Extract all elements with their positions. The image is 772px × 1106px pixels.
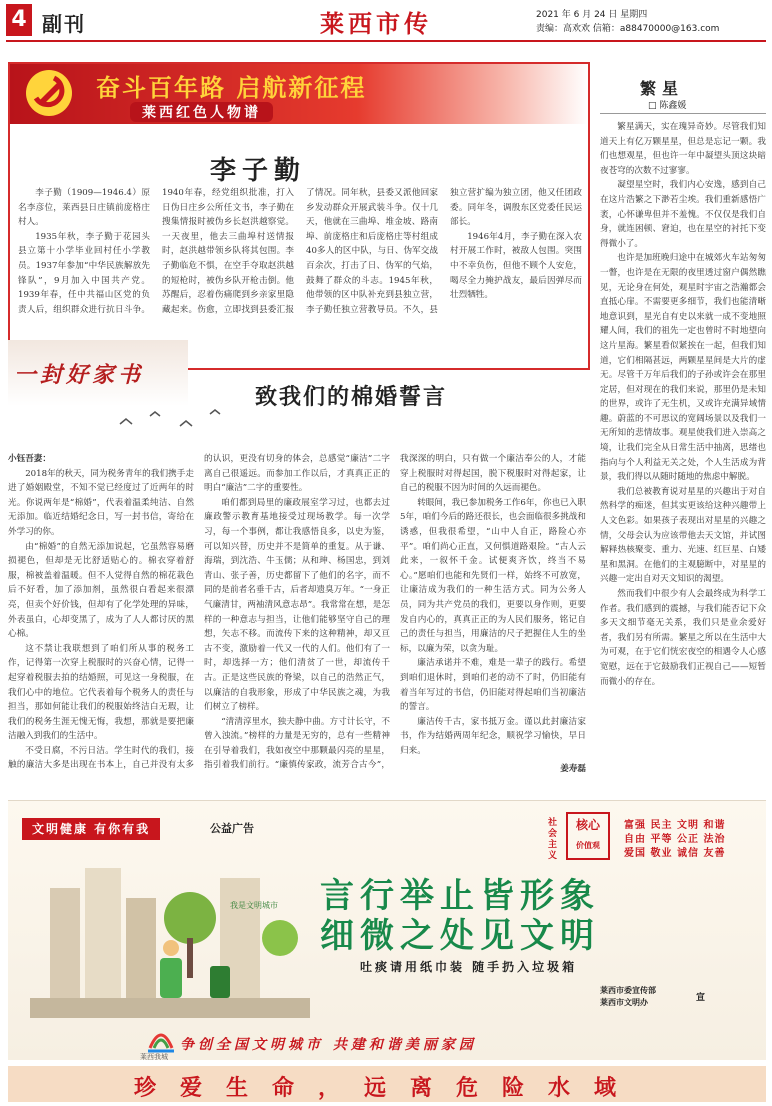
article3-paragraph: 凝望星空时，我们内心安逸，感到自己在这片浩繁之下渺若尘埃。我们重新感悟广袤，心怀谦卑但并不羞愧。不仅仅是我们自身，就连困顿、窘迫，也在星空的衬托下变得微小了。 [600, 180, 766, 249]
birds-decoration-icon [110, 404, 250, 434]
ad-sponsor-suffix: 宣 [696, 993, 706, 1003]
ad-headline-2: 细微之处见文明 [320, 916, 600, 956]
city-illustration-icon [30, 848, 310, 1018]
article1-body [18, 186, 582, 364]
ad-sponsor: 莱西市文明办 [600, 998, 648, 1007]
date-line: 2021 年 6 月 24 日 星期四 [536, 10, 648, 20]
core-values-row: 自由 平等 公正 法治 [624, 834, 726, 845]
core-values-seal-line2: 价值观 [576, 840, 600, 850]
page-number: 4 [6, 4, 32, 36]
ad-headline-1: 言行举止皆形象 [320, 876, 600, 916]
family-letter-logo: 一封好家书 [14, 362, 145, 388]
article1-paragraph: 1935年秋，李子勤于花园头县立第十小学毕业回村任小学教员。1937年参加“中华民族解放先锋队”，9月加入中国共产党。1939年春，任中共福山区党的负责人后，组织群众进行抗日斗争。1940年春，经党组织批准，打入日伪日庄乡公所任文书，李子勤在搜集情报时被伪乡长赵洪越察觉。一天夜里，他去三曲埠村送情报时，赵洪越带领乡队将其包围。李子勤临危不惧，在空手夺取赵洪越的短枪时，被伪乡队开枪击倒。他苏醒后，忍着伤痛爬到乡亲家里隐藏起来。伤愈，立即找到县委汇报了情况。同年秋，县委又派他回家乡发动群众开展武装斗争。仅十几天，他就在三曲埠、堆金坡、路南埠、前庞格庄和后庞格庄等村组成40多人的区中队，与日、伪军交战百余次，打击了日、伪军的气焰，鼓舞了群众的斗志。1945年秋，他带领的区中队补充到县独立营，李子勤任独立营教导员。不久，县独立营扩编为独立团，他又任团政委。同年冬，调殷东区党委任民运部长。 [18, 188, 582, 315]
banner-series: 莱西红色人物谱 [130, 102, 273, 122]
article1-paragraph: 李子勤（1909—1946.4）原名李彦位，莱西县日庄镇前庞格庄村人。 [18, 188, 150, 228]
article3-paragraph: 繁星满天，实在瑰异奇妙。尽管我们知道天上有亿万颗星星，但总是忘记一颗。我们也想观星，但也许一年中凝望头顶这块暗夜苍穹的次数不过寥寥。 [600, 122, 766, 176]
core-values-seal [566, 812, 610, 860]
ad-sponsor: 莱西市委宣传部 [600, 986, 656, 995]
article3-paragraph: 然而我们中很少有人会最终成为科学工作者。我们感到的震撼，与我们能否记下众多天文细节毫无关系，我们只是业余爱好者，我们另有所需。繁星之所以在生活中大为可观，在于它们恍宏夜空的相遇令人心感宽慰，远在于它鼓励我们正视自己——短暂而微小的存在。 [600, 589, 766, 687]
letter-signature: 姜寿磊 [560, 764, 586, 775]
banner-slogan: 奋斗百年路 启航新征程 [96, 74, 367, 102]
article2-paragraph: “清清淳里水，独夫静中曲。方寸计长守，不曾入浊流。”榜样的力量是无穷的，总有一些精神在引导着我们，我如夜空中那颗最闪亮的星星，指引着我们前行。“廉慎传家政，流芳合古今”，我深深的明白，只有做一个廉洁奉公的人，才能穿上税服时对得起国，脱下税服时对得起家，让自己的税服不因为时间的久远而褪色。 [204, 454, 586, 771]
editor-line: 责编：高欢欢 信箱：a88470000@163.com [536, 24, 720, 34]
article3-paragraph: 也许是加班晚归途中在城郊火车站匆匆一瞥，也许是在无限的夜里透过窗户偶然瞧见，无论身在何处，观星时宇宙之浩瀚都会直抵心扉。不需要更多细节，我们也能清晰地意识到，星光自有史以来就一成不变地照耀人间，我们的祖先一定也曾时不时地望向这片星海。繁星看似紧挨在一起，但我们知道，它们相隔甚远，两颗星星间是大片的虚无。尽管千万年后我们的子孙或许会在那里定居，但对现在的我们来说，那里仍是未知的世界，或许了无生机，又或许充满异域情趣。蔚蓝的不可思议的宽阔场景以及我们一无所知的悲情故事。观星使我们进入崇高之境，让我们完全从日常生活中抽离，思绪也指向与个人利益无关之处，个人生活成为背景，我们得以从随时随地的焦虑中解脱。 [600, 253, 766, 483]
ad-tag: 文明健康 有你有我 [22, 818, 160, 840]
article3-rule [600, 113, 766, 114]
core-values-row: 富强 民主 文明 和谐 [624, 820, 726, 831]
article3-author: □ 陈鑫媛 [648, 101, 687, 111]
article2-paragraph: 由“棉婚”的自然无添加说起，它虽然容易磨损褪色，但却是无比舒适贴心的。棉衣穿着舒服，棉被盖着温暖。但不人觉得自然的棉花栽色后不好看，加了添加剂，虽然很白看起来很漂亮，但卖个好价钱，但却有了化学处理的异味，外表虽白，心却变黑了，成为了人人都讨厌的黑心棉。 [8, 541, 194, 640]
article2-title: 致我们的棉婚誓言 [255, 385, 448, 410]
article2-paragraph: 这不禁让我联想到了咱们所从事的税务工作，记得第一次穿上税服时的兴奋心情，记得一起穿着税服去拍的结婚照，可见这一身税服，在我们心中的地位。它代表着每个税务人的责任与担当，那如何能让我们的税服始终洁白无瑕，让我们的税务生涯无愧无悔，我想，那就是要把廉洁融入到我们的生活中。 [8, 643, 194, 742]
city-logo-icon [144, 1018, 178, 1056]
core-values-seal-line1: 核心 [575, 818, 600, 832]
masthead: 莱西市传 [320, 9, 432, 38]
section-name: 副刊 [42, 12, 86, 36]
article3-title: 繁星 [640, 79, 685, 98]
party-emblem-icon [24, 68, 74, 118]
footer-slogan: 珍爱生命，远离危险水域 [133, 1075, 640, 1101]
article2-paragraph: 不受日腐，不污日洁。学生时代的我们，接触的廉洁大多是出现在书本上，自己并没有太多的认识，更没有切身的体会，总感觉“廉洁”二字离自己很遥远。而参加工作以后，才真真正正的明白“廉洁”二字的重要性。 [8, 454, 390, 771]
city-logo-text: 莱西我城 [140, 1053, 168, 1061]
header-rule [6, 40, 766, 42]
core-values-row: 爱国 敬业 诚信 友善 [624, 848, 726, 859]
article2-paragraph: 转眼间，我已参加税务工作6年，你也已入职5年，咱们今后的路还很长，也会面临很多挑战和诱惑，但我很希望，“山中人自正，路险心亦平”。咱们尚心正直，又何惧道路艰险。“古人云此来，一叙怀千金。试便爽齐饮，终当不易心。”愿咱们也能和先贤们一样，始终不可放宽，让廉洁成为我们的一种生活方式。同为公务人员，同为共产党员的我们，更要以身作则，更要发自内心的，真真正正的为人民们服务，铭记自己的责任与担当，用廉洁的尺子把握住人生的坐标，以廉为荣，以贪为耻。 [400, 497, 586, 654]
ad-tagline: 争创全国文明城市 共建和谐美丽家园 [180, 1037, 477, 1053]
ad-subline: 吐痰请用纸巾装 随手扔入垃圾箱 [360, 960, 578, 974]
article1-title: 李子勤 [210, 156, 307, 186]
article2-paragraph: 廉洁承诺并不难，难是一辈子的践行。希望到咱们退休时，到咱们老的动不了时，仍旧能有着当年写过的书信，仍旧能对得起咱们当初廉洁的誓言。 [400, 658, 586, 713]
article1-paragraph: 1946年4月，李子勤在深入农村开展工作时，被敌人包围。突围中不幸负伤，但他不顾个人安危，喝尽全力掩护战友，最后因弹尽而壮烈牺牲。 [450, 231, 582, 301]
core-values-label: 社会主义 [548, 818, 558, 861]
article3-paragraph: 我们总被教育说对星星的兴趣出于对自然科学的痴迷，但其实更该给这种兴趣带上人文色彩。如果孩子表现出对星星的兴趣之情，父母会认为应该带他去天文馆，并试图解释热核聚变、重力、光速、红巨星、白矮星和黑洞。在他们的主观臆断中，对星星的兴趣一定出自对天文知识的渴望。 [600, 486, 766, 585]
article2-paragraph: 咱们都到局里的廉政展室学习过，也都去过廉政警示教育基地接受过现场教学。每一次学习，每一个事例，都让我感悟良多，以史为鉴，可以知兴替，历史并不是简单的重复。从于谦、海瑞，到沈浩、牛玉儒；从和珅、杨国忠，到刘青山、张子善，历史都留下了他们的名字，而不同的是前者名垂千古，后者却遗臭万年。“一身正气廉清甘，两袖清风意志昂”。我常常在想，是怎样的一种意志与担当，让他们能够坚守自己的理想，矢志不移。而流传下来的这种精神，却又亘古不变，激励着一代又一代的人们。他们有了一时，却选择一方；他们清贫了一世，却流传千古。正是这些民族的脊梁，以自己的浩然正气，以廉洁的自我形象，形成了中华民族之魂，为我们树立了榜样。 [204, 497, 390, 713]
ad-art-sign: 我是文明城市 [230, 901, 278, 910]
article2-paragraph: 2018年的秋天，同为税务青年的我们携手走进了婚姻殿堂，不知不觉已经度过了近两年的时光。你说两年是“棉婚”，代表着温柔纯洁、自然无添加。临近结婚纪念日，写一封书信，寄给在外学习的你。 [8, 468, 194, 537]
article2-body [8, 452, 586, 792]
ad-kind: 公益广告 [210, 822, 254, 835]
article3-body [600, 120, 766, 792]
letter-salutation: 小钰吾妻： [8, 454, 51, 464]
header-meta [536, 8, 719, 36]
article2-paragraph: 廉洁传千古，家书抵万金。谨以此封廉洁家书，作为结婚两周年纪念，顺祝学习愉快，早日归来。 [400, 716, 586, 756]
